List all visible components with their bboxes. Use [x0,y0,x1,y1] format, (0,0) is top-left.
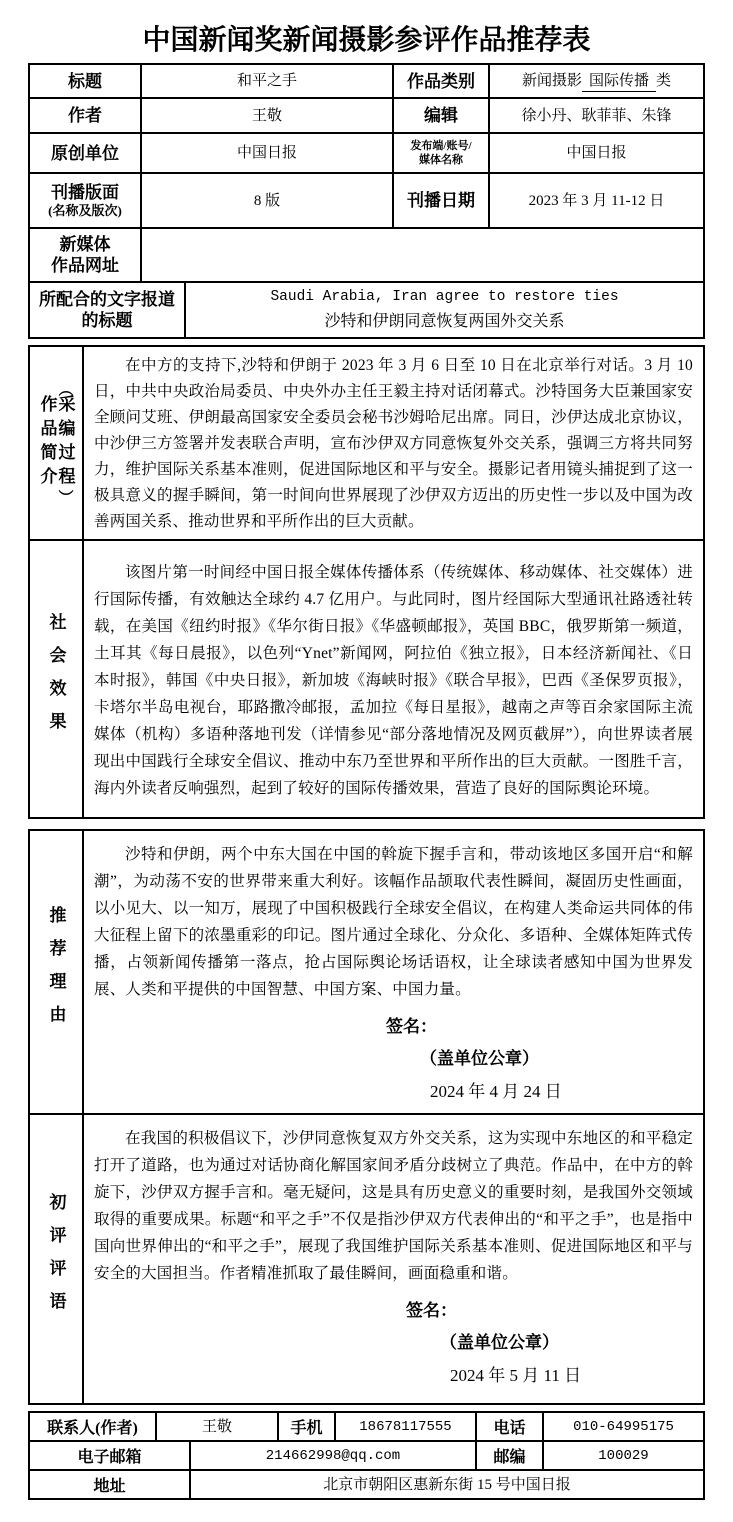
address-label: 地址 [93,1478,126,1495]
intro-section [30,347,703,539]
paren-open: （ [56,381,73,397]
table-row [30,1469,703,1498]
sign-date: 2024 年 4 月 24 日 [430,1082,562,1101]
layout-label-line2: (名称及版次) [48,203,122,218]
effect-section [30,539,703,817]
report-title-value [184,283,703,337]
table-row [30,172,703,227]
effect-label: 社会效果 [46,613,66,745]
intro-label-main: 作品简介 [37,395,57,491]
report-title-label: 所配合的文字报道的标题 [39,290,175,330]
table-row [30,65,703,97]
recommend-section [30,831,703,1113]
email-label: 电子邮箱 [77,1449,142,1466]
origin-value: 中国日报 [140,134,392,172]
report-title-zh: 沙特和伊朗同意恢复两国外交关系 [324,313,565,330]
effect-section-label [30,541,84,817]
review-section-label [30,1115,84,1403]
contact-person-label: 联系人(作者) [47,1420,138,1437]
category-prefix: 新闻摄影 [521,73,582,89]
intro-label-paren: 采编过程 [55,395,75,491]
review-text: 在我国的积极倡议下，沙伊同意恢复双方外交关系，这为实现中东地区的和平稳定打开了道路，也为通过对话协商化解国家间矛盾分歧树立了典范。作品中，在中方的斡旋下，沙伊双方握手言和。毫无疑问，这是具有历史意义的重要时刻，是我国外交领域取得的重要成果。标题“和平之手”不仅是指沙伊双方代表伸出的“和平之手”，也是指中国向世界伸出的“和平之手”，展现了我国维护国际关系基本准则、促进国际地区和平与安全的大国担当。作者精准抓取了最佳瞬间，画面稳重和谐。 [94,1130,693,1282]
review-signature-block [94,1295,693,1393]
effect-text: 该图片第一时间经中国日报全媒体传播体系（传统媒体、移动媒体、社交媒体）进行国际传播，有效触达全球约 4.7 亿用户。与此同时，图片经国际大型通讯社路透社转载，在美国《纽约时报》《华尔街日报》《华盛顿邮报》，英国 BBC，俄罗斯第一频道，土耳其《每日晨报》，以色列“Ynet”新闻网，阿拉伯《独立报》，日本经济新闻社、《日本时报》，韩国《中央日报》，新加坡《海峡时报》《联合早报》，巴西《圣保罗页报》，卡塔尔半岛电视台，耶路撒冷邮报，孟加拉《每日星报》，越南之声等百余家国际主流媒体（机构）多语种落地刊发（详情参见“部分落地情况及网页截屏”），向世界读者展现出中国践行全球安全倡议、推动中东乃至世界和平所作出的巨大贡献。一图胜千言，海内外读者反响强烈，起到了较好的国际传播效果，营造了良好的国际舆论环境。 [94,564,693,797]
mobile-label: 手机 [277,1413,334,1440]
review-body [84,1115,703,1403]
table-row [30,1440,703,1469]
intro-text: 在中方的支持下,沙特和伊朗于 2023 年 3 月 6 日至 10 日在北京举行对话。3 月 10 日，中共中央政治局委员、中央外办主任王毅主持对话闭幕式。沙特国务大臣兼国家安全顾问艾班、伊朗最高国家安全委员会秘书沙姆哈尼出席。同日，沙伊达成北京协议，中沙伊三方签署并发表联合声明，宣布沙伊双方同意恢复外交关系，强调三方将共同努力，维护国际关系基本准则，促进国际地区和平与安全。摄影记者用镜头捕捉到了这一极具意义的握手瞬间，第一时间向世界展现了沙伊双方迈出的历史性一步以及中国为改善两国关系、推动世界和平所作出的巨大贡献。 [94,357,693,530]
contact-person-value: 王敬 [155,1413,277,1440]
email-value: 214662998@qq.com [189,1442,475,1469]
intro-body [84,347,703,539]
table-row [30,227,703,281]
category-blank: 国际传播 [582,71,656,92]
author-label: 作者 [68,106,102,125]
layout-value: 8 版 [140,174,392,227]
newmedia-value [140,229,703,281]
intro-section-label [30,347,84,539]
platform-value: 中国日报 [488,134,703,172]
sign-label: 签名： [386,1017,437,1036]
recommend-label: 推荐理由 [46,906,66,1038]
seal-label: （盖单位公章） [420,1049,539,1068]
review-label: 初评评语 [46,1193,66,1325]
recommend-body [84,831,703,1113]
recommend-signature-block [94,1011,693,1109]
zip-label: 邮编 [475,1442,542,1469]
phone-value: 010-64995175 [542,1413,703,1440]
table-row [30,1413,703,1440]
seal-label: （盖单位公章） [440,1333,559,1352]
layout-label [30,174,140,227]
mobile-value: 18678117555 [334,1413,475,1440]
intro-effect-table [28,345,705,819]
origin-label: 原创单位 [51,143,119,163]
table-row [30,97,703,132]
effect-body [84,541,703,817]
sign-label: 签名： [406,1301,457,1320]
newmedia-label-line2: 作品网址 [51,256,119,275]
editor-label: 编辑 [392,99,488,132]
platform-label-line2: 媒体名称 [419,154,463,166]
address-value: 北京市朝阳区惠新东街 15 号中国日报 [189,1471,703,1498]
report-title-en: Saudi Arabia, Iran agree to restore ties [270,289,619,305]
recommend-review-table [28,829,705,1405]
category-value [488,65,703,97]
phone-label: 电话 [475,1413,542,1440]
review-section [30,1113,703,1403]
table-row [30,281,703,337]
table-row [30,132,703,172]
recommend-text: 沙特和伊朗，两个中东大国在中国的斡旋下握手言和，带动该地区多国开启“和解潮”，为动荡不安的世界带来重大利好。该幅作品颉取代表性瞬间，凝固历史性画面，以小见大、以一知万，展现了中国积极践行全球安全倡议，在构建人类命运共同体的伟大征程上留下的浓墨重彩的印记。图片通过全球化、分众化、多语种、全媒体矩阵式传播，占领新闻传播第一落点，抢占国际舆论场话语权，让全球读者感知中国为世界发展、人类和平提供的中国智慧、中国方案、中国力量。 [94,846,693,998]
recommend-section-label [30,831,84,1113]
category-suffix: 类 [656,73,672,89]
title-label: 标题 [68,71,102,91]
contact-table [28,1411,705,1500]
layout-label-line1: 刊播版面 [50,183,119,202]
newmedia-label-line1: 新媒体 [59,235,111,254]
newmedia-label [30,229,140,281]
zip-value: 100029 [542,1442,703,1469]
pubdate-value: 2023 年 3 月 11-12 日 [488,174,703,227]
sign-date: 2024 年 5 月 11 日 [450,1366,582,1385]
category-label: 作品类别 [392,65,488,97]
paren-close: ） [56,489,73,505]
author-value: 王敬 [140,99,392,132]
pubdate-label: 刊播日期 [392,174,488,227]
page-title: 中国新闻奖新闻摄影参评作品推荐表 [142,25,591,56]
editor-value: 徐小丹、耿菲菲、朱锋 [488,99,703,132]
info-table [28,63,705,339]
title-value: 和平之手 [140,65,392,97]
platform-label-line1: 发布端/账号/ [410,140,472,152]
platform-label [392,134,488,172]
